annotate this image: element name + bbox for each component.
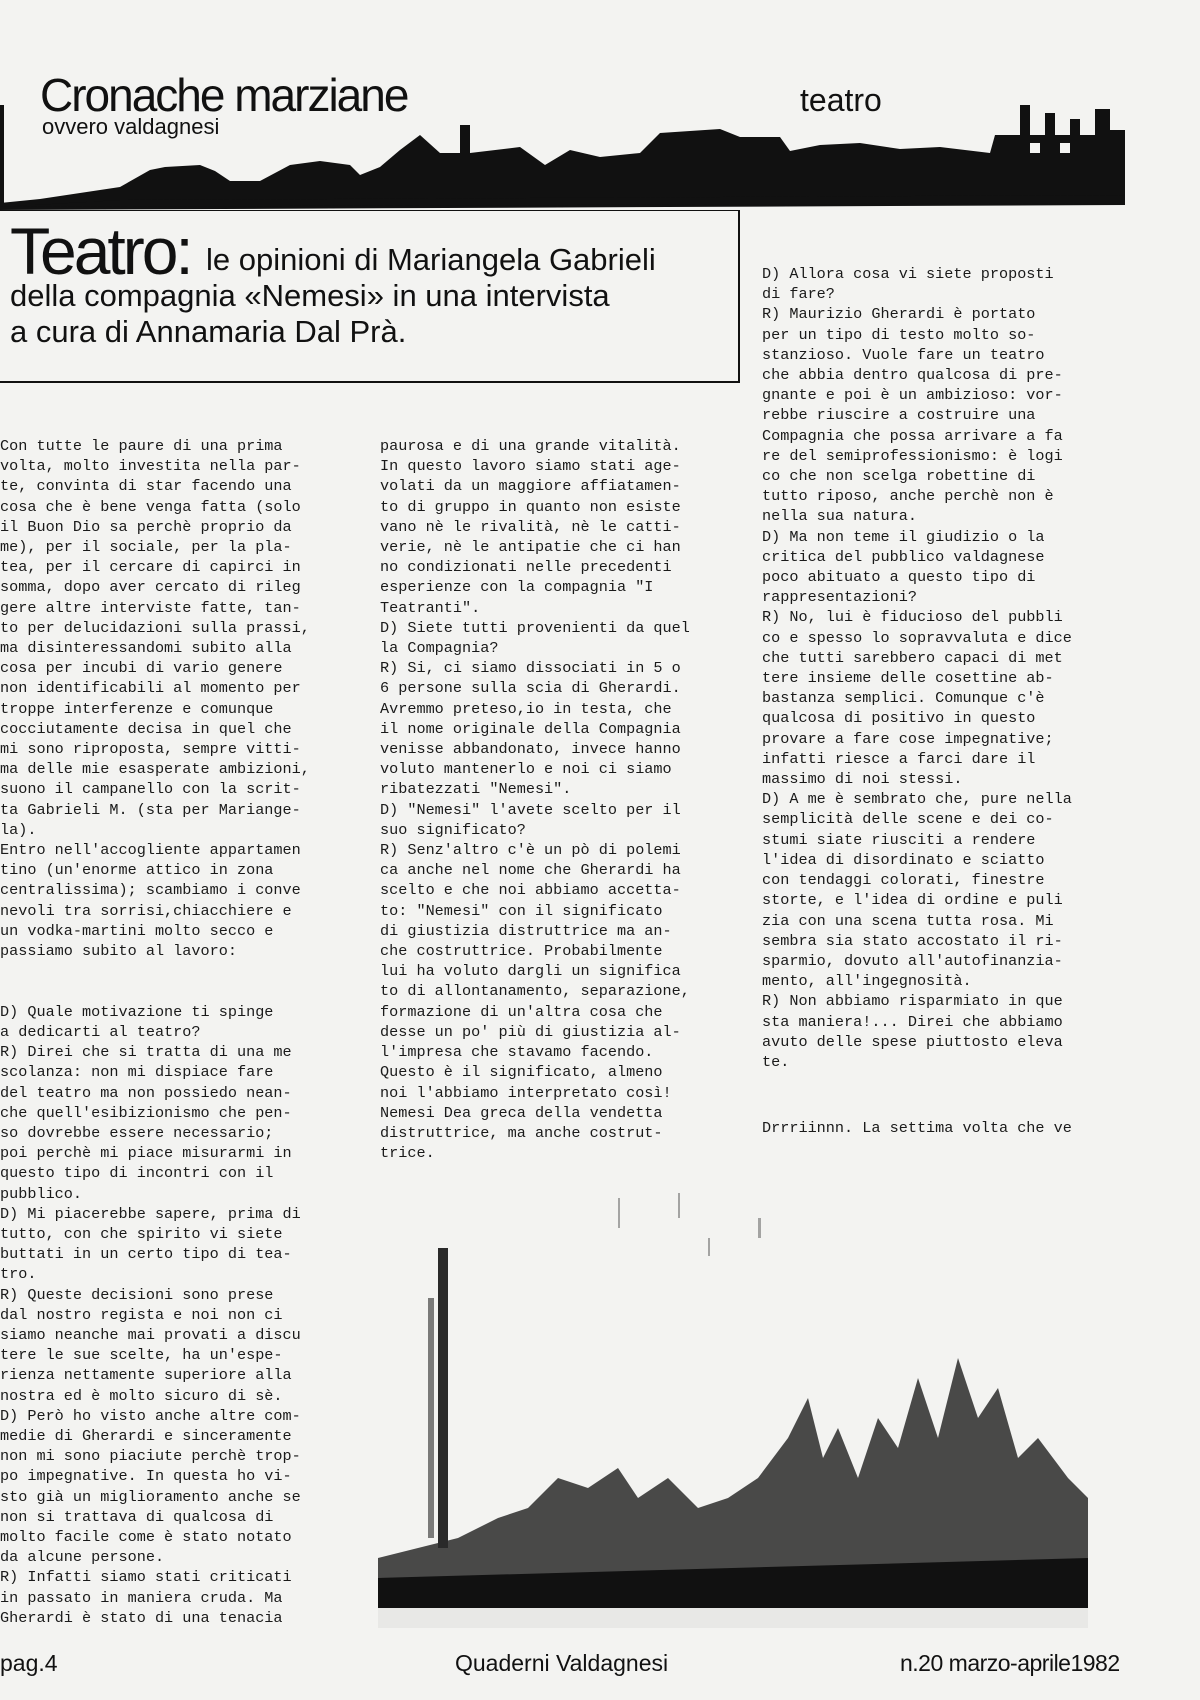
headline-big: Teatro: — [10, 214, 191, 288]
page-number: pag.4 — [0, 1650, 58, 1676]
masthead-title: Cronache marziane — [40, 69, 408, 121]
article-column-3: D) Allora cosa vi siete proposti di fare? R) Maurizio Gherardi è portato per un tipo di testo molto so- stanzioso. Vuole fare un teatro che abbia dentro qualcosa di pre- gnante e poi è un ambizioso: vor- rebbe riuscire a costruire una Compagnia che possa arrivare a fa re del semiprofessionismo: è logi co che non scelga robettine di tutto riposo, anche perchè non è nella sua natura. D) Ma non teme il giudizio o la critica del pubblico valdagnese poco abituato a questo tipo di rappresentazioni? R) No, lui è fiducioso del pubbli co e spesso lo sopravvaluta e dice che tutti sarebbero capaci di met tere insieme delle cosettine ab- bastanza semplici. Comunque c'è qualcosa di positivo in questo provare a fare cose impegnative; infatti riesce a farci dare il massimo di noi stessi. D) A me è sembrato che, pure nella semplicità delle scene e dei co- stumi siate riusciti a rendere l'idea di disordinato e sciatto con tendaggi colorati, finestre storte, e l'idea di ordine e puli zia con una scena tutta rosa. Mi sembra sia stato accostato il ri- sparmio, dovuto all'autofinanzia- mento, all'ingegnosità. R) Non abbiamo risparmiato in que sta maniera!... Direi che abbiamo avuto delle spese piuttosto eleva te. — [762, 265, 1072, 1071]
stage-photo — [378, 1178, 1088, 1628]
headline-line2: della compagnia «Nemesi» in una intervista — [10, 278, 610, 313]
headline-text — [10, 242, 740, 350]
issue-info: n.20 marzo-aprile1982 — [900, 1650, 1120, 1676]
article-column-1: Con tutte le paure di una prima volta, molto investita nella par- te, convinta di star facendo una cosa che è bene venga fatta (solo il Buon Dio sa perchè proprio da me), per il sociale, per la pla- tea, per il cercare di capirci in somma, dopo aver cercato di rileg gere altre interviste fatte, tan- to per delucidazioni sulla prassi, ma disinteressandomi subito alla cosa per incubi di vario genere non identificabili al momento per troppe interferenze e comunque cocciutamente decisa in quel che mi sono riproposta, sempre vitti- ma delle mie esasperate ambizioni, suono il campanello con la scrit- ta Gabrieli M. (sta per Mariange- la). Entro nell'accogliente appartamen tino (un'enorme attico in zona centralissima); scambiamo i conve nevoli tra sorrisi,chiacchiere e un vodka-martini molto secco e passiamo subito al lavoro: D) Quale motivazione ti spinge a dedicarti al teatro? R) Direi che si tratta di una me scolanza: non mi dispiace fare del teatro ma non possiedo nean- che quell'esibizionismo che pen- so dovrebbe essere necessario; poi perchè mi piace misurarmi in questo tipo di incontri con il pubblico. D) Mi piacerebbe sapere, prima di tutto, con che spirito vi siete buttati in un certo tipo di tea- tro. R) Queste decisioni sono prese dal nostro regista e noi non ci siamo neanche mai provati a discu tere le sue scelte, ha un'espe- rienza nettamente superiore alla nostra ed è molto sicuro di sè. D) Però ho visto anche altre com- medie di Gherardi e sinceramente non mi sono piaciute perchè trop- po impegnative. In questa ho vi- sto già un miglioramento anche se non si trattava di qualcosa di molto facile come è stato notato da alcune persone. R) Infatti siamo stati criticati in passato in maniera cruda. Ma Gherardi è stato di una tenacia — [0, 437, 310, 1627]
headline-line3: a cura di Annamaria Dal Prà. — [10, 314, 407, 349]
article-column-2: paurosa e di una grande vitalità. In questo lavoro siamo stati age- volati da un maggiore affiatamen- to di gruppo in quanto non esiste vano nè le rivalità, nè le catti- verie, nè le antipatie che ci han no condizionati nelle precedenti esperienze con la compagnia "I Teatranti". D) Siete tutti provenienti da quel la Compagnia? R) Si, ci siamo dissociati in 5 o 6 persone sulla scia di Gherardi. Avremmo preteso,io in testa, che il nome originale della Compagnia venisse abbandonato, invece hanno voluto mantenerlo e noi ci siamo ribatezzati "Nemesi". D) "Nemesi" l'avete scelto per il suo significato? R) Senz'altro c'è un pò di polemi ca anche nel nome che Gherardi ha scelto e che noi abbiamo accetta- to: "Nemesi" con il significato di giustizia distruttrice ma an- che costruttrice. Probabilmente lui ha voluto dargli un significa to di allontanamento, separazione, formazione di un'altra cosa che desse un po' più di giustizia al- l'impresa che stavamo facendo. Questo è il significato, almeno noi l'abbiamo interpretato così! Nemesi Dea greca della vendetta distruttrice, ma anche costrut- trice. — [380, 437, 690, 1163]
masthead-subtitle: ovvero valdagnesi — [42, 114, 220, 139]
article-column-3-continuation: Drrriinnn. La settima volta che ve — [762, 1119, 1072, 1137]
section-label: teatro — [800, 82, 882, 118]
headline-line1: le opinioni di Mariangela Gabrieli — [206, 242, 656, 277]
magazine-name: Quaderni Valdagnesi — [455, 1650, 669, 1676]
